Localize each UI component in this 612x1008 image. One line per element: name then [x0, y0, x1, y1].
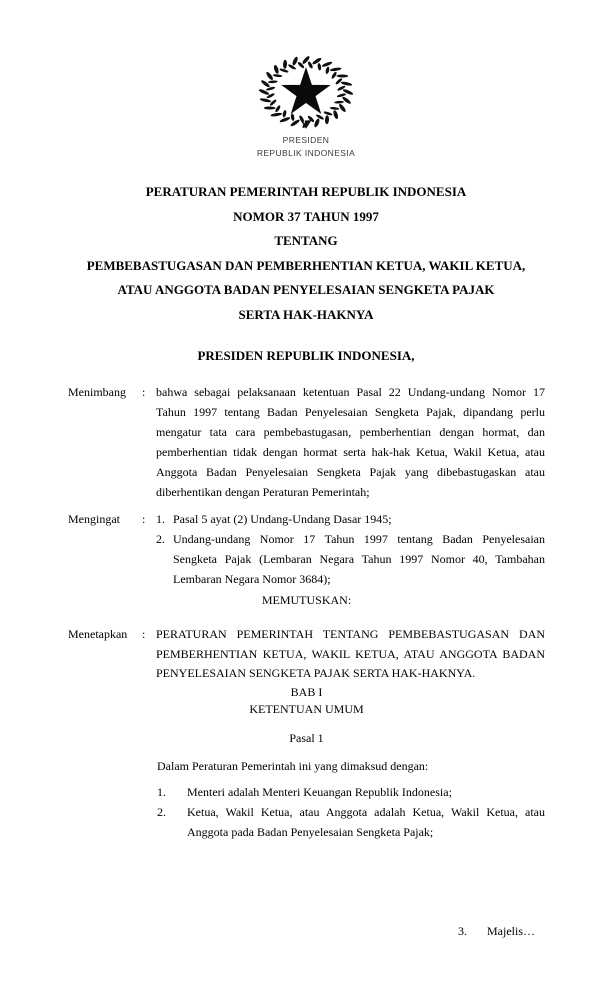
item-number: 1.: [156, 512, 165, 526]
pasal-heading: Pasal 1: [289, 730, 324, 745]
item-number: 2.: [156, 532, 165, 546]
menimbang-section: [68, 382, 545, 502]
presidential-seal-icon: [258, 52, 354, 132]
menetapkan-section: [68, 625, 545, 684]
catchword: [458, 921, 535, 941]
item-text: Undang-undang Nomor 17 Tahun 1997 tentang Badan Penyelesaian Sengketa Pajak (Lembaran Negara Tahun 1997 Nomor 40, Tambahan Lembaran Negara Nomor 3684);: [173, 532, 545, 586]
legal-basis-item: [156, 509, 545, 529]
legal-basis-item: [156, 529, 545, 589]
mengingat-colon: :: [142, 512, 146, 526]
title-line: SERTA HAK-HAKNYA: [238, 306, 374, 322]
document-body: [68, 382, 545, 842]
memutuskan-heading: MEMUTUSKAN:: [261, 593, 352, 607]
menimbang-label: Menimbang: [68, 385, 126, 399]
title-line: TENTANG: [274, 233, 338, 249]
chapter-title: KETENTUAN UMUM: [249, 701, 364, 716]
item-text: Pasal 5 ayat (2) Undang-Undang Dasar 1945;: [173, 512, 392, 526]
mengingat-items: [156, 509, 545, 589]
menetapkan-label: Menetapkan: [68, 627, 128, 641]
mengingat-label: Mengingat: [68, 512, 120, 526]
star-icon: [281, 67, 330, 114]
item-number: 2.: [157, 804, 166, 819]
pasal-intro: Dalam Peraturan Pemerintah ini yang dimaksud dengan:: [157, 758, 429, 773]
letterhead: [0, 134, 612, 159]
menimbang-text: bahwa sebagai pelaksanaan ketentuan Pasal 22 Undang-undang Nomor 17 Tahun 1997 tentang Badan Penyelesaian Sengketa Pajak, dipandang perlu mengatur tata cara pembebastugasan, pemberhentian dengan hormat, dan pemberhentian tidak dengan hormat serta hak-hak Ketua, Wakil Ketua, atau Anggota Badan Penyelesaian Sengketa Pajak yang dibebastugaskan atau diberhentikan dengan Peraturan Pemerintah;: [156, 385, 545, 499]
regulation-title: [0, 180, 612, 328]
chapter-heading: [68, 684, 545, 718]
menetapkan-text: PERATURAN PEMERINTAH TENTANG PEMBEBASTUGASAN DAN PEMBERHENTIAN KETUA, WAKIL KETUA, ATAU ANGGOTA BADAN PENYELESAIAN SENGKETA PAJAK SERTA HAK-HAKNYA.: [156, 627, 545, 680]
title-line: NOMOR 37 TAHUN 1997: [233, 208, 379, 224]
title-line: PEMBEBASTUGASAN DAN PEMBERHENTIAN KETUA, WAKIL KETUA,: [86, 257, 526, 273]
title-line: PERATURAN PEMERINTAH REPUBLIK INDONESIA: [145, 184, 467, 199]
item-number: 1.: [157, 784, 166, 799]
letterhead-line-presiden: PRESIDEN: [282, 135, 330, 145]
item-text: Ketua, Wakil Ketua, atau Anggota adalah Ketua, Wakil Ketua, atau Anggota pada Badan Penyelesaian Sengketa Pajak;: [187, 804, 545, 839]
definition-item: [157, 802, 545, 842]
menimbang-colon: :: [142, 385, 146, 399]
title-line: ATAU ANGGOTA BADAN PENYELESAIAN SENGKETA PAJAK: [117, 282, 495, 298]
catchword-text: Majelis…: [487, 924, 535, 938]
catchword-number: 3.: [458, 924, 467, 938]
menetapkan-colon: :: [142, 627, 146, 641]
chapter-number: BAB I: [290, 684, 323, 699]
definition-item: [157, 782, 545, 802]
mengingat-section: [68, 509, 545, 589]
item-text: Menteri adalah Menteri Keuangan Republik Indonesia;: [187, 784, 452, 799]
letterhead-line-republik: REPUBLIK INDONESIA: [256, 147, 356, 158]
opening-heading: PRESIDEN REPUBLIK INDONESIA,: [197, 348, 415, 363]
